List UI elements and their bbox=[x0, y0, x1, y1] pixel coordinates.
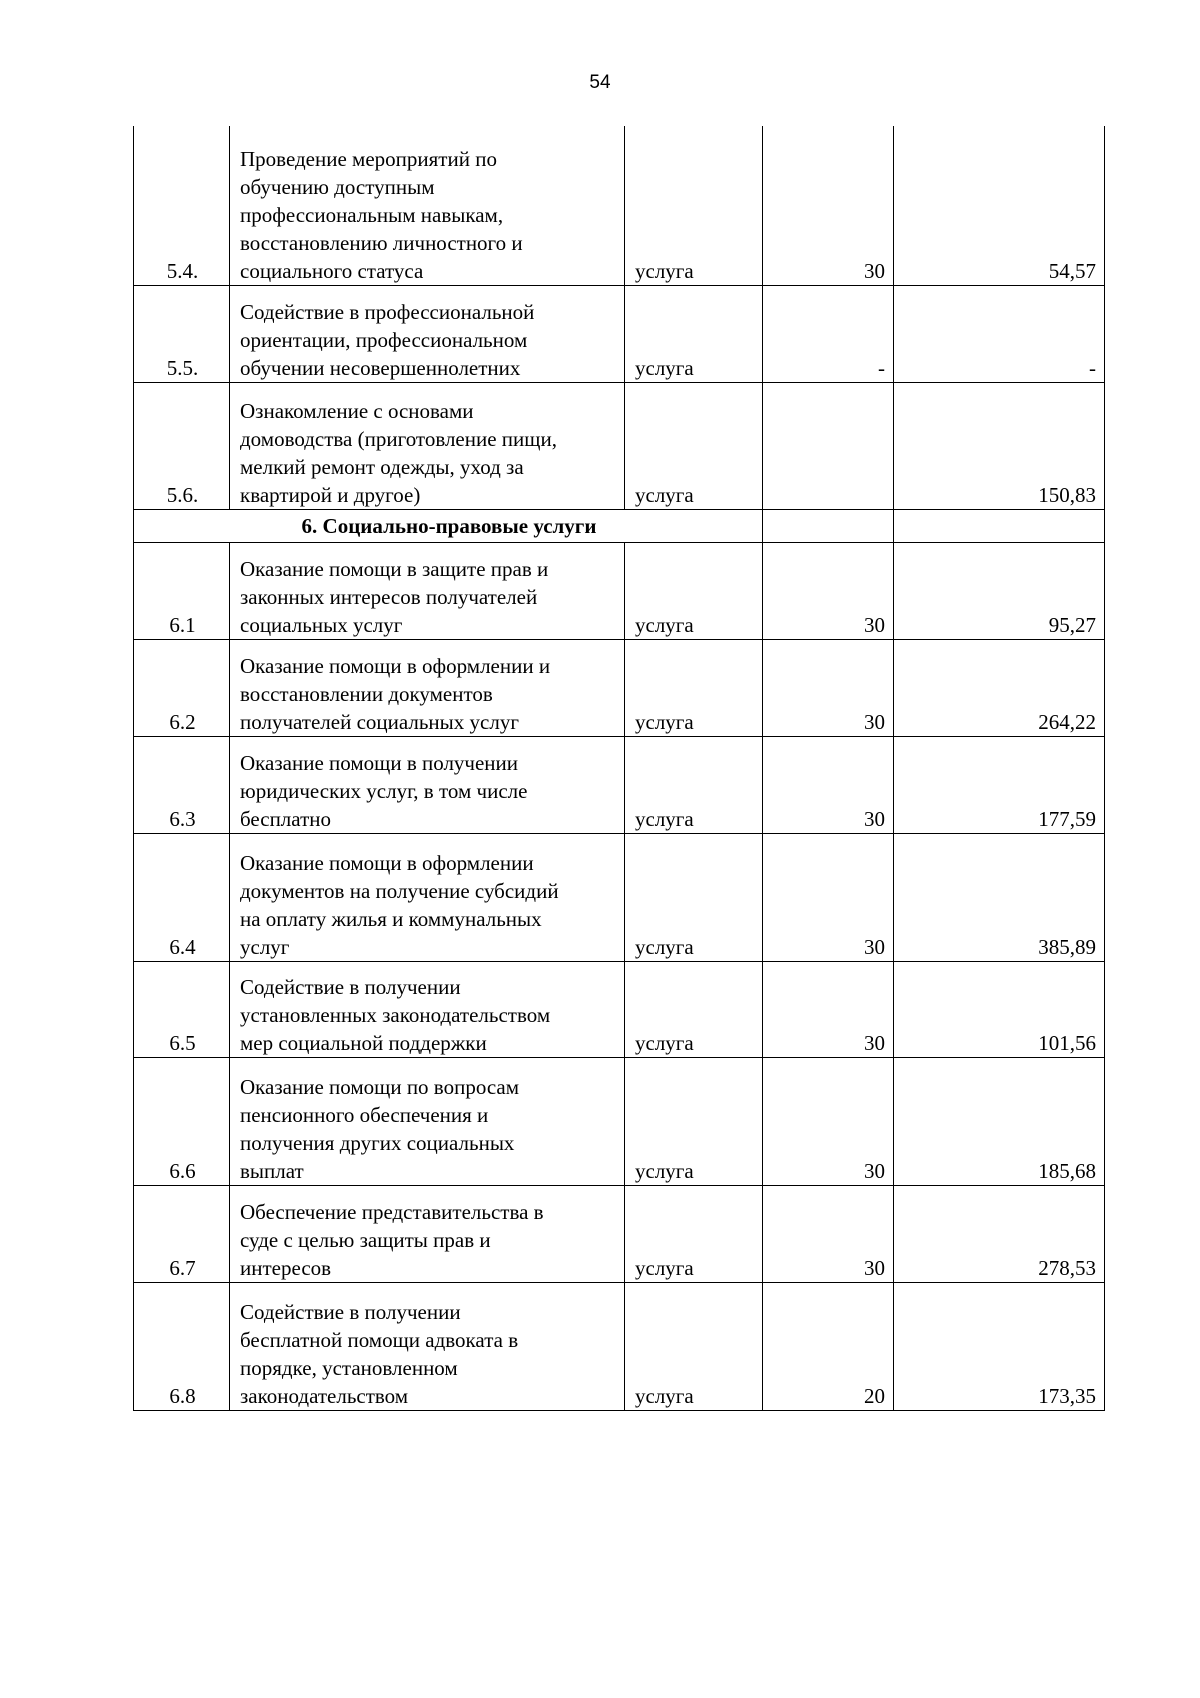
service-name-line: Обеспечение представительства в bbox=[240, 1199, 544, 1224]
services-table bbox=[133, 126, 1105, 1411]
service-name-line: Оказание помощи в получении bbox=[240, 750, 519, 775]
service-unit: услуга bbox=[625, 542, 763, 639]
table-row bbox=[134, 542, 1105, 639]
service-unit: услуга bbox=[625, 382, 763, 509]
table-row bbox=[134, 961, 1105, 1057]
service-quantity: 30 bbox=[763, 736, 894, 833]
service-price: 95,27 bbox=[894, 542, 1105, 639]
table-row bbox=[134, 833, 1105, 961]
service-price: 177,59 bbox=[894, 736, 1105, 833]
service-name-line: Оказание помощи в оформлении bbox=[240, 850, 534, 875]
section-empty-cell bbox=[894, 509, 1105, 542]
service-name bbox=[230, 126, 625, 285]
service-name bbox=[230, 542, 625, 639]
service-name bbox=[230, 382, 625, 509]
service-unit: услуга bbox=[625, 736, 763, 833]
service-number: 6.6 bbox=[134, 1057, 230, 1185]
service-number: 6.2 bbox=[134, 639, 230, 736]
service-name-line: законодательством bbox=[240, 1383, 409, 1408]
table-row bbox=[134, 382, 1105, 509]
service-number: 5.6. bbox=[134, 382, 230, 509]
service-name-line: обучении несовершеннолетних bbox=[240, 355, 521, 380]
service-name-line: восстановлении документов bbox=[240, 681, 493, 706]
service-price: 278,53 bbox=[894, 1185, 1105, 1282]
service-quantity bbox=[763, 382, 894, 509]
service-name-line: Оказание помощи в оформлении и bbox=[240, 653, 551, 678]
service-price: 264,22 bbox=[894, 639, 1105, 736]
table-row bbox=[134, 1057, 1105, 1185]
service-unit: услуга bbox=[625, 639, 763, 736]
service-name-line: на оплату жилья и коммунальных bbox=[240, 906, 542, 931]
service-number: 5.4. bbox=[134, 126, 230, 285]
service-unit: услуга bbox=[625, 126, 763, 285]
service-name bbox=[230, 1185, 625, 1282]
service-quantity: 30 bbox=[763, 833, 894, 961]
table-row bbox=[134, 1185, 1105, 1282]
service-price: 185,68 bbox=[894, 1057, 1105, 1185]
table-row bbox=[134, 1282, 1105, 1410]
service-name-line: домоводства (приготовление пищи, bbox=[240, 426, 557, 451]
service-name-line: юридических услуг, в том числе bbox=[240, 778, 528, 803]
section-header-row bbox=[134, 509, 1105, 542]
service-name-line: профессиональным навыкам, bbox=[240, 202, 504, 227]
service-name bbox=[230, 961, 625, 1057]
service-name-line: получения других социальных bbox=[240, 1130, 515, 1155]
service-quantity: 30 bbox=[763, 961, 894, 1057]
service-quantity: 30 bbox=[763, 126, 894, 285]
service-name-line: мер социальной поддержки bbox=[240, 1030, 487, 1055]
service-name-line: бесплатной помощи адвоката в bbox=[240, 1327, 519, 1352]
section-title: 6. Социально-правовые услуги bbox=[134, 509, 763, 542]
service-name-line: Оказание помощи по вопросам bbox=[240, 1074, 520, 1099]
service-price: 385,89 bbox=[894, 833, 1105, 961]
services-table-body bbox=[134, 126, 1105, 1410]
service-name-line: пенсионного обеспечения и bbox=[240, 1102, 489, 1127]
service-name-line: услуг bbox=[240, 934, 290, 959]
service-name-line: восстановлению личностного и bbox=[240, 230, 523, 255]
table-row bbox=[134, 126, 1105, 285]
service-name-line: выплат bbox=[240, 1158, 304, 1183]
service-unit: услуга bbox=[625, 1185, 763, 1282]
service-number: 6.4 bbox=[134, 833, 230, 961]
table-row bbox=[134, 639, 1105, 736]
service-price: - bbox=[894, 285, 1105, 382]
table-row bbox=[134, 736, 1105, 833]
service-unit: услуга bbox=[625, 1057, 763, 1185]
service-name bbox=[230, 1282, 625, 1410]
service-name-line: документов на получение субсидий bbox=[240, 878, 559, 903]
service-quantity: 30 bbox=[763, 1185, 894, 1282]
service-name-line: порядке, установленном bbox=[240, 1355, 458, 1380]
table-row bbox=[134, 285, 1105, 382]
service-quantity: 30 bbox=[763, 639, 894, 736]
page-number: 54 bbox=[589, 72, 611, 93]
service-unit: услуга bbox=[625, 833, 763, 961]
service-name bbox=[230, 285, 625, 382]
service-name-line: установленных законодательством bbox=[240, 1002, 551, 1027]
service-name-line: законных интересов получателей bbox=[240, 584, 538, 609]
service-name-line: Содействие в получении bbox=[240, 974, 461, 999]
service-quantity: - bbox=[763, 285, 894, 382]
service-name bbox=[230, 736, 625, 833]
service-name-line: Оказание помощи в защите прав и bbox=[240, 556, 549, 581]
service-name-line: квартирой и другое) bbox=[240, 482, 421, 507]
service-name-line: Ознакомление с основами bbox=[240, 398, 474, 423]
section-empty-cell bbox=[763, 509, 894, 542]
service-quantity: 30 bbox=[763, 542, 894, 639]
service-name bbox=[230, 639, 625, 736]
service-name bbox=[230, 833, 625, 961]
service-name-line: мелкий ремонт одежды, уход за bbox=[240, 454, 524, 479]
service-name-line: Содействие в получении bbox=[240, 1299, 461, 1324]
service-number: 6.7 bbox=[134, 1185, 230, 1282]
service-number: 6.1 bbox=[134, 542, 230, 639]
service-name-line: социального статуса bbox=[240, 258, 424, 283]
service-name bbox=[230, 1057, 625, 1185]
service-quantity: 30 bbox=[763, 1057, 894, 1185]
service-price: 101,56 bbox=[894, 961, 1105, 1057]
service-name-line: обучению доступным bbox=[240, 174, 435, 199]
service-quantity: 20 bbox=[763, 1282, 894, 1410]
service-name-line: суде с целью защиты прав и bbox=[240, 1227, 491, 1252]
service-name-line: бесплатно bbox=[240, 806, 331, 831]
service-number: 6.8 bbox=[134, 1282, 230, 1410]
service-price: 150,83 bbox=[894, 382, 1105, 509]
service-unit: услуга bbox=[625, 961, 763, 1057]
service-name-line: социальных услуг bbox=[240, 612, 403, 637]
service-number: 6.5 bbox=[134, 961, 230, 1057]
service-number: 5.5. bbox=[134, 285, 230, 382]
service-unit: услуга bbox=[625, 1282, 763, 1410]
service-unit: услуга bbox=[625, 285, 763, 382]
service-name-line: ориентации, профессиональном bbox=[240, 327, 528, 352]
service-name-line: получателей социальных услуг bbox=[240, 709, 519, 734]
service-name-line: Содействие в профессиональной bbox=[240, 299, 535, 324]
service-price: 173,35 bbox=[894, 1282, 1105, 1410]
service-name-line: интересов bbox=[240, 1255, 332, 1280]
service-name-line: Проведение мероприятий по bbox=[240, 146, 497, 171]
service-number: 6.3 bbox=[134, 736, 230, 833]
service-price: 54,57 bbox=[894, 126, 1105, 285]
